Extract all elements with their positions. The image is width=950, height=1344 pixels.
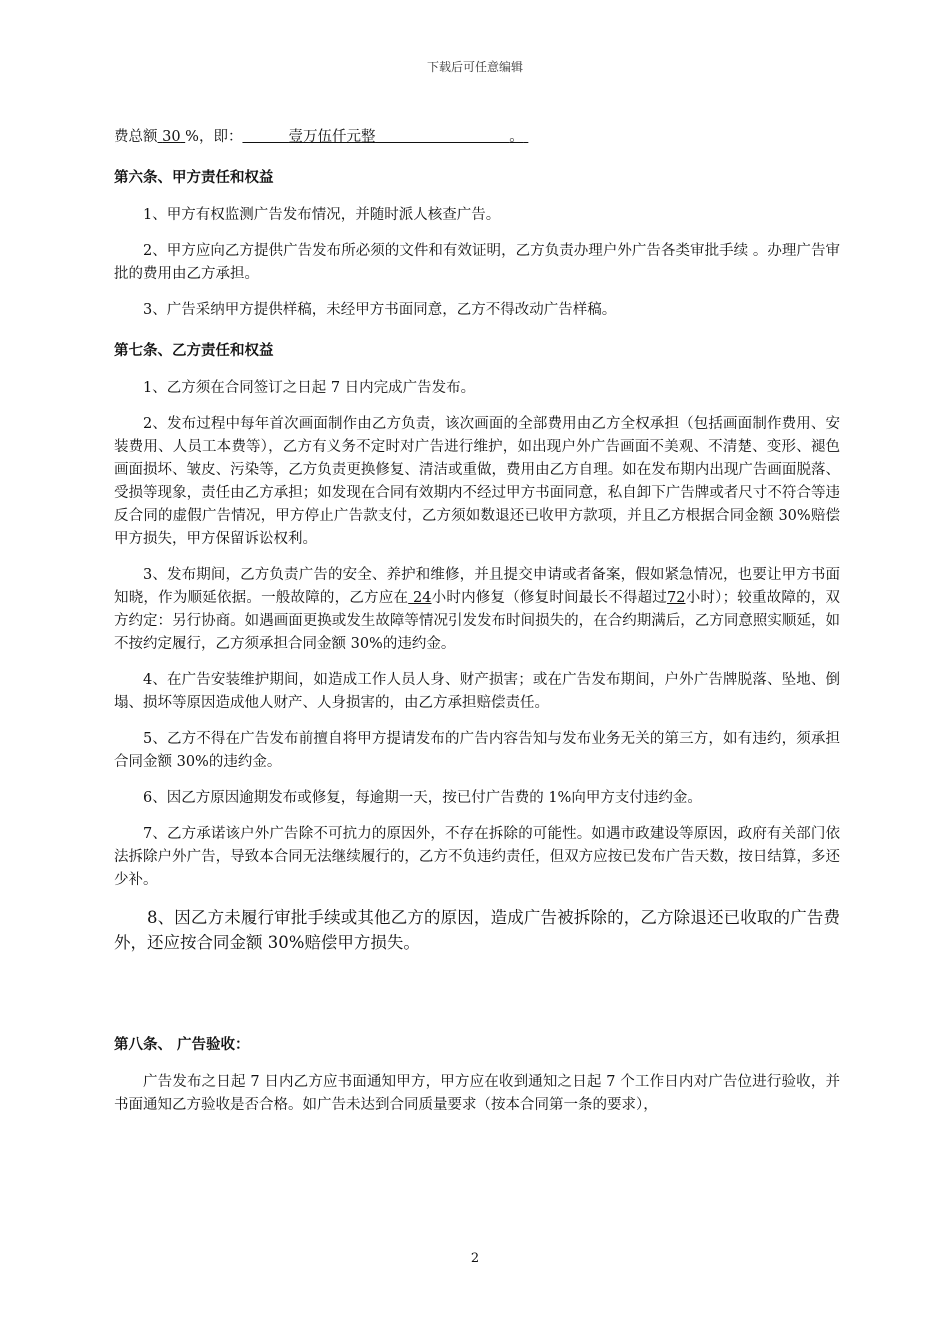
repair-hours-blank: 24 [413,590,432,606]
section-7-clause-8: 8、因乙方未履行审批手续或其他乙方的原因，造成广告被拆除的，乙方除退还已收取的广告费外，还应按合同金额 30%赔偿甲方损失。 [114,908,840,952]
section-7-clause-7: 7、乙方承诺该户外广告除不可抗力的原因外，不存在拆除的可能性。如遇市政建设等原因，政府有关部门依法拆除户外广告，导致本合同无法继续履行的，乙方不负违约责任，但双方应按已发布广告天数，按日结算，多还少补。 [114,826,840,888]
section-6-clause-3: 3、广告采纳甲方提供样稿，未经甲方书面同意，乙方不得改动广告样稿。 [143,302,617,318]
fee-prefix: 费总额 [114,129,158,145]
section-6-clause-1: 1、甲方有权监测广告发布情况，并随时派人核查广告。 [143,207,501,223]
page-header: 下载后可任意编辑 [426,60,523,74]
fee-amount-blank: 壹万伍仟元整 。 [288,129,524,145]
page-number: 2 [470,1251,480,1266]
section-7-title: 第七条、乙方责任和权益 [114,343,274,359]
fee-percent-blank: 30 [162,129,181,145]
fee-total-line [114,126,840,149]
document-body [114,126,840,1130]
blank-space [114,968,840,1016]
max-repair-hours-blank: 72 [667,590,686,606]
section-8-paragraph: 广告发布之日起 7 日内乙方应书面通知甲方，甲方应在收到通知之日起 7 个工作日内对广告位进行验收，并书面通知乙方验收是否合格。如广告未达到合同质量要求（按本合同第一条的要求）， [114,1074,840,1113]
section-7-clause-4: 4、在广告安装维护期间，如造成工作人员人身、财产损害；或在广告发布期间，户外广告牌脱落、坠地、倒塌、损坏等原因造成他人财产、人身损害的，由乙方承担赔偿责任。 [114,672,840,711]
section-7-clause-6: 6、因乙方原因逾期发布或修复，每逾期一天，按已付广告费的 1%向甲方支付违约金。 [143,790,702,806]
section-7-clause-1: 1、乙方须在合同签订之日起 7 日内完成广告发布。 [143,380,476,396]
section-6-clause-2: 2、甲方应向乙方提供广告发布所必须的文件和有效证明，乙方负责办理户外广告各类审批手续 。办理广告审批的费用由乙方承担。 [114,243,840,282]
section-7-clause-3: 3、发布期间，乙方负责广告的安全、养护和维修，并且提交申请或者备案，假如紧急情况，也要让甲方书面知晓，作为顺延依据。一般故障的，乙方应在 24小时内修复（修复时间最长不得超过72小时）；较重故障的，双方约定：另行协商。如遇画面更换或发生故障等情况引发发布时间损失的，在合约期满后，乙方同意照实顺延，如不按约定履行，乙方须承担合同金额 30%的违约金。 [114,567,841,652]
section-6-title: 第六条、甲方责任和权益 [114,170,274,186]
section-7-clause-2: 2、发布过程中每年首次画面制作由乙方负责，该次画面的全部费用由乙方全权承担（包括画面制作费用、安装费用、人员工本费等），乙方有义务不定时对广告进行维护，如出现户外广告画面不美观、不清楚、变形、褪色画面损坏、皱皮、污染等，乙方负责更换修复、清洁或重做，费用由乙方自理。如在发布期内出现广告画面脱落、受损等现象，责任由乙方承担；如发现在合同有效期内不经过甲方书面同意，私自卸下广告牌或者尺寸不符合等违反合同的虚假广告情况，甲方停止广告款支付，乙方须如数退还已收甲方款项，并且乙方根据合同金额 30%赔偿甲方损失，甲方保留诉讼权利。 [114,416,840,547]
fee-middle: %，即： [185,129,243,145]
section-8-title: 第八条、 广告验收： [114,1037,250,1053]
section-7-clause-5: 5、乙方不得在广告发布前擅自将甲方提请发布的广告内容告知与发布业务无关的第三方，如有违约，须承担合同金额 30%的违约金。 [114,731,840,770]
